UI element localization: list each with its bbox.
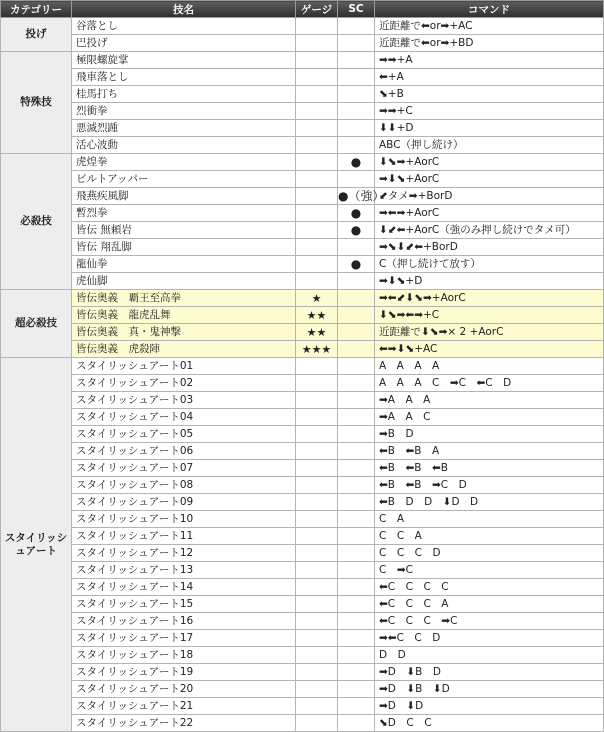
move-name-cell: スタイリッシュアート18: [72, 647, 296, 664]
move-name-cell: スタイリッシュアート05: [72, 426, 296, 443]
command-cell: A A A C ➡C ⬅C D: [375, 375, 604, 392]
sc-cell: [338, 409, 375, 426]
gauge-cell: [296, 494, 338, 511]
sc-cell: [338, 52, 375, 69]
sc-cell: [338, 579, 375, 596]
header-gauge: ゲージ: [296, 1, 338, 18]
move-name-cell: 皆伝 翔乱脚: [72, 239, 296, 256]
move-name-cell: 桂馬打ち: [72, 86, 296, 103]
command-cell: ➡B D: [375, 426, 604, 443]
move-name-cell: スタイリッシュアート03: [72, 392, 296, 409]
command-cell: ➡➡+C: [375, 103, 604, 120]
sc-cell: [338, 460, 375, 477]
command-cell: ⬊+B: [375, 86, 604, 103]
gauge-cell: [296, 613, 338, 630]
move-row: [1, 324, 604, 341]
gauge-cell: [296, 52, 338, 69]
command-cell: C（押し続けて放す）: [375, 256, 604, 273]
move-name-cell: スタイリッシュアート10: [72, 511, 296, 528]
move-name-cell: 皆伝奥義 龍虎乱舞: [72, 307, 296, 324]
move-row: [1, 256, 604, 273]
move-name-cell: スタイリッシュアート19: [72, 664, 296, 681]
sc-cell: [338, 290, 375, 307]
move-row: [1, 52, 604, 69]
command-cell: ⬅C C C C: [375, 579, 604, 596]
move-name-cell: 龍仙拳: [72, 256, 296, 273]
gauge-cell: [296, 647, 338, 664]
move-row: [1, 239, 604, 256]
command-cell: ➡⬊⬇⬋⬅+BorD: [375, 239, 604, 256]
sc-cell: [338, 324, 375, 341]
command-cell: 近距離で⬅or➡+AC: [375, 18, 604, 35]
move-row: [1, 341, 604, 358]
move-name-cell: スタイリッシュアート13: [72, 562, 296, 579]
move-name-cell: 飛燕疾風脚: [72, 188, 296, 205]
command-cell: ⬇⬇+D: [375, 120, 604, 137]
sc-cell: [338, 341, 375, 358]
sc-cell: ●（強）: [338, 188, 385, 203]
gauge-cell: [296, 120, 338, 137]
gauge-cell: [296, 630, 338, 647]
sc-cell: ●: [338, 256, 375, 273]
sc-cell: [338, 358, 375, 375]
command-cell: ⬇⬋⬅+AorC（強のみ押し続けでタメ可）: [375, 222, 604, 239]
move-list-body: [1, 18, 604, 732]
gauge-cell: [296, 460, 338, 477]
gauge-cell: [296, 528, 338, 545]
sc-cell: [338, 511, 375, 528]
gauge-cell: [296, 239, 338, 256]
command-cell: D D: [375, 647, 604, 664]
gauge-cell: [296, 69, 338, 86]
move-name-cell: 皆伝奥義 覇王至高拳: [72, 290, 296, 307]
sc-cell: [338, 137, 375, 154]
sc-cell: ●: [338, 222, 375, 239]
sc-cell: [338, 307, 375, 324]
gauge-cell: [296, 698, 338, 715]
move-row: [1, 392, 604, 409]
move-name-cell: スタイリッシュアート07: [72, 460, 296, 477]
move-row: [1, 477, 604, 494]
sc-cell: [338, 715, 375, 732]
command-cell: ⬅B D D ⬇D D: [375, 494, 604, 511]
gauge-cell: [296, 562, 338, 579]
command-cell: ⬅B ⬅B A: [375, 443, 604, 460]
move-row: [1, 562, 604, 579]
gauge-cell: [296, 205, 338, 222]
command-cell: C C C D: [375, 545, 604, 562]
sc-cell: [338, 392, 375, 409]
sc-cell: [338, 103, 375, 120]
sc-cell: [338, 562, 375, 579]
command-cell: ABC（押し続け）: [375, 137, 604, 154]
gauge-cell: [296, 256, 338, 273]
move-name-cell: ビルトアッパー: [72, 171, 296, 188]
gauge-cell: [296, 426, 338, 443]
command-cell: 近距離で⬇⬊➡× 2 +AorC: [375, 324, 604, 341]
gauge-cell: [296, 137, 338, 154]
move-name-cell: スタイリッシュアート14: [72, 579, 296, 596]
move-name-cell: スタイリッシュアート17: [72, 630, 296, 647]
gauge-cell: [296, 171, 338, 188]
gauge-cell: ★★: [296, 324, 338, 341]
gauge-cell: [296, 222, 338, 239]
command-cell: ⬅C C C A: [375, 596, 604, 613]
command-cell: ➡D ⬇D: [375, 698, 604, 715]
sc-cell: ●: [338, 205, 375, 222]
move-name-cell: 虎仙脚: [72, 273, 296, 290]
command-cell: ➡D ⬇B ⬇D: [375, 681, 604, 698]
sc-cell: [338, 426, 375, 443]
gauge-cell: [296, 664, 338, 681]
move-name-cell: スタイリッシュアート20: [72, 681, 296, 698]
move-row: [1, 69, 604, 86]
sc-cell: [338, 596, 375, 613]
move-name-cell: 巴投げ: [72, 35, 296, 52]
move-row: [1, 664, 604, 681]
command-cell: A A A A: [375, 358, 604, 375]
gauge-cell: ★★★: [296, 341, 338, 358]
command-cell: C ➡C: [375, 562, 604, 579]
sc-cell: [338, 443, 375, 460]
gauge-cell: [296, 545, 338, 562]
move-name-cell: 悪滅烈踵: [72, 120, 296, 137]
command-cell: ➡A A C: [375, 409, 604, 426]
move-row: [1, 86, 604, 103]
command-cell: ⬊D C C: [375, 715, 604, 732]
sc-cell: [338, 239, 375, 256]
move-row: [1, 460, 604, 477]
move-name-cell: 烈衝拳: [72, 103, 296, 120]
move-row: [1, 681, 604, 698]
move-name-cell: 暫烈拳: [72, 205, 296, 222]
gauge-cell: [296, 18, 338, 35]
move-name-cell: 虎煌拳: [72, 154, 296, 171]
gauge-cell: [296, 715, 338, 732]
move-row: [1, 698, 604, 715]
command-cell: C C A: [375, 528, 604, 545]
command-cell: ⬅➡⬇⬊+AC: [375, 341, 604, 358]
move-row: [1, 579, 604, 596]
move-row: [1, 188, 604, 205]
command-cell: ➡⬇⬊+AorC: [375, 171, 604, 188]
move-name-cell: 飛車落とし: [72, 69, 296, 86]
move-row: [1, 647, 604, 664]
move-row: [1, 205, 604, 222]
command-cell: ➡D ⬇B D: [375, 664, 604, 681]
header-command: コマンド: [375, 1, 604, 18]
gauge-cell: [296, 375, 338, 392]
gauge-cell: [296, 409, 338, 426]
move-row: [1, 358, 604, 375]
sc-cell: [338, 494, 375, 511]
gauge-cell: ★: [296, 290, 338, 307]
command-cell: ⬅C C C ➡C: [375, 613, 604, 630]
move-name-cell: スタイリッシュアート12: [72, 545, 296, 562]
command-cell: ⬅+A: [375, 69, 604, 86]
category-cell: 必殺技: [1, 154, 72, 290]
command-cell: ⬅B ⬅B ⬅B: [375, 460, 604, 477]
sc-cell: [338, 18, 375, 35]
move-row: [1, 545, 604, 562]
move-row: [1, 171, 604, 188]
command-cell: C A: [375, 511, 604, 528]
sc-cell: [338, 86, 375, 103]
sc-cell: [338, 477, 375, 494]
gauge-cell: [296, 35, 338, 52]
category-cell: スタイリッシュアート: [1, 358, 72, 732]
move-row: [1, 596, 604, 613]
command-cell: 近距離で⬅or➡+BD: [375, 35, 604, 52]
category-cell: 超必殺技: [1, 290, 72, 358]
move-row: [1, 528, 604, 545]
move-row: [1, 613, 604, 630]
move-name-cell: スタイリッシュアート16: [72, 613, 296, 630]
move-row: [1, 443, 604, 460]
move-row: [1, 409, 604, 426]
move-row: [1, 154, 604, 171]
move-row: [1, 222, 604, 239]
gauge-cell: [296, 154, 338, 171]
move-row: [1, 426, 604, 443]
move-name-cell: 皆伝奥義 虎殺陣: [72, 341, 296, 358]
header-category: カテゴリー: [1, 1, 72, 18]
gauge-cell: [296, 477, 338, 494]
command-cell: ⬅B ⬅B ➡C D: [375, 477, 604, 494]
sc-cell: [338, 120, 375, 137]
command-cell: ➡⬅C C D: [375, 630, 604, 647]
move-row: [1, 375, 604, 392]
move-name-cell: 活心波動: [72, 137, 296, 154]
sc-cell: [338, 375, 375, 392]
move-name-cell: スタイリッシュアート06: [72, 443, 296, 460]
move-row: [1, 18, 604, 35]
gauge-cell: [296, 596, 338, 613]
move-row: [1, 494, 604, 511]
move-name-cell: スタイリッシュアート15: [72, 596, 296, 613]
sc-cell: [338, 664, 375, 681]
sc-cell: [338, 171, 375, 188]
command-cell: ➡⬇⬊+D: [375, 273, 604, 290]
move-name-cell: 極限螺旋掌: [72, 52, 296, 69]
command-cell: ➡➡+A: [375, 52, 604, 69]
command-cell: ⬇⬊➡⬅➡+C: [375, 307, 604, 324]
sc-cell: [338, 698, 375, 715]
move-name-cell: スタイリッシュアート09: [72, 494, 296, 511]
command-cell: ➡⬅⬋⬇⬊➡+AorC: [375, 290, 604, 307]
move-name-cell: スタイリッシュアート21: [72, 698, 296, 715]
command-cell: ➡A A A: [375, 392, 604, 409]
move-row: [1, 715, 604, 732]
sc-cell: [338, 69, 375, 86]
move-name-cell: スタイリッシュアート22: [72, 715, 296, 732]
header-row: [1, 1, 604, 18]
move-name-cell: 皆伝 無頼岩: [72, 222, 296, 239]
move-row: [1, 137, 604, 154]
move-row: [1, 511, 604, 528]
category-cell: 投げ: [1, 18, 72, 52]
gauge-cell: ★★: [296, 307, 338, 324]
sc-cell: [338, 35, 375, 52]
command-cell: ⬋タメ➡+BorD: [375, 188, 604, 205]
gauge-cell: [296, 273, 338, 290]
gauge-cell: [296, 443, 338, 460]
category-cell: 特殊技: [1, 52, 72, 154]
move-row: [1, 290, 604, 307]
sc-cell: [338, 545, 375, 562]
gauge-cell: [296, 358, 338, 375]
move-name-cell: スタイリッシュアート02: [72, 375, 296, 392]
move-row: [1, 630, 604, 647]
move-name-cell: スタイリッシュアート08: [72, 477, 296, 494]
header-move-name: 技名: [72, 1, 296, 18]
move-row: [1, 273, 604, 290]
sc-cell: [338, 647, 375, 664]
move-row: [1, 103, 604, 120]
move-name-cell: 皆伝奥義 真・鬼神撃: [72, 324, 296, 341]
gauge-cell: [296, 392, 338, 409]
sc-cell: ●: [338, 154, 375, 171]
sc-cell: [338, 613, 375, 630]
move-row: [1, 35, 604, 52]
gauge-cell: [296, 86, 338, 103]
sc-cell: [338, 681, 375, 698]
gauge-cell: [296, 579, 338, 596]
move-row: [1, 307, 604, 324]
move-name-cell: スタイリッシュアート11: [72, 528, 296, 545]
move-name-cell: スタイリッシュアート01: [72, 358, 296, 375]
command-cell: ➡⬅➡+AorC: [375, 205, 604, 222]
sc-cell: [338, 528, 375, 545]
sc-cell: [338, 273, 375, 290]
command-cell: ⬇⬊➡+AorC: [375, 154, 604, 171]
move-row: [1, 120, 604, 137]
gauge-cell: [296, 681, 338, 698]
gauge-cell: [296, 188, 338, 205]
move-name-cell: スタイリッシュアート04: [72, 409, 296, 426]
gauge-cell: [296, 511, 338, 528]
move-name-cell: 谷落とし: [72, 18, 296, 35]
sc-cell: [338, 630, 375, 647]
header-sc: SC: [338, 1, 375, 18]
gauge-cell: [296, 103, 338, 120]
